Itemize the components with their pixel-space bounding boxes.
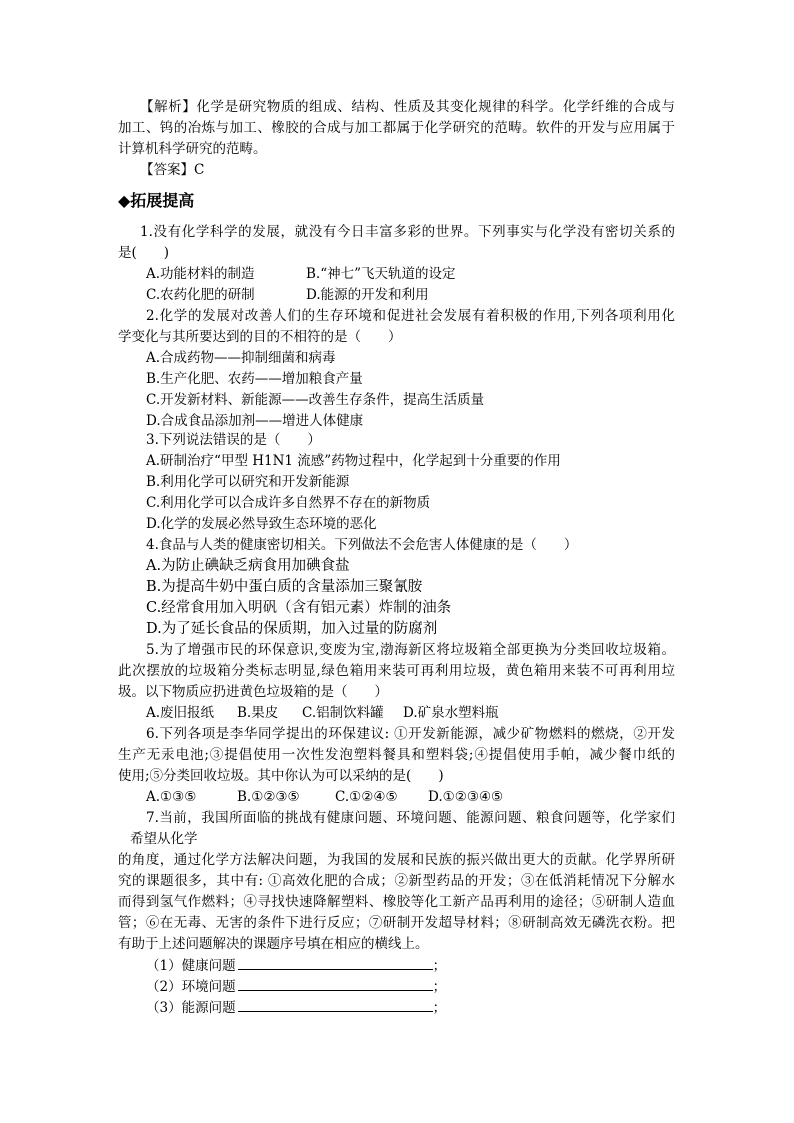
q7-item-3-semicolon: ； [432,1000,447,1016]
q2-stem-1: 2.化学的发展对改善人们的生存环境和促进社会发展有着积极的作用,下列各项利用化 [146,308,675,324]
q7-item-2 [146,976,446,998]
q7-stem-2: 希望从化学 [130,831,198,847]
q6-stem-2: 生产无汞电池;③提倡使用一次性发泡塑料餐具和塑料袋;④提倡使用手帕，减少餐巾纸的 [118,747,675,763]
q1-option-a: A.功能材料的制造 [146,266,255,282]
q7-item-1 [146,955,446,977]
q1-option-d: D.能源的开发和利用 [306,287,429,303]
q4-option-d: D.为了延长食品的保质期，加入过量的防腐剂 [146,621,438,637]
analysis-line-1: 【解析】化学是研究物质的组成、结构、性质及其变化规律的科学。化学纤维的合成与 [140,99,675,115]
q7-stem-1: 7.当前，我国所面临的挑战有健康问题、环境问题、能源问题、粮食问题等，化学家们 [146,810,675,826]
q6-option-b: B.①②③⑤ [237,789,300,805]
q7-stem-3: 的角度，通过化学方法解决问题，为我国的发展和民族的振兴做出更大的贡献。化学界所研 [118,852,675,868]
q7-stem-7: 有助于上述问题解决的课题序号填在相应的横线上。 [118,936,429,952]
section-title: ◆拓展提高 [118,191,195,210]
q2-option-d: D.合成食品添加剂——增进人体健康 [146,413,364,429]
q1-option-c: C.农药化肥的研制 [146,287,255,303]
q6-option-a: A.①③⑤ [146,789,197,805]
q7-stem-5: 而得到氢气作燃料；④寻找快速降解塑料、橡胶等化工新产品再利用的途径；⑤研制人造血 [118,894,675,910]
q6-stem-1: 6.下列各项是李华同学提出的环保建议: ①开发新能源，减少矿物燃料的燃烧，②开发 [146,726,675,742]
q2-stem-2: 学变化与其所要达到的目的不相符的是（ ） [118,329,402,345]
analysis-line-3: 计算机科学研究的范畴。 [118,141,267,157]
q7-stem-4: 究的课题很多，其中有: ①高效化肥的合成；②新型药品的开发；③在低消耗情况下分解水 [118,873,675,889]
q5-stem-3: 圾。以下物质应扔进黄色垃圾箱的是（ ） [118,684,388,700]
q7-item-1-semicolon: ； [432,958,447,974]
q3-stem: 3.下列说法错误的是（ ） [146,432,321,448]
q2-option-b: B.生产化肥、农药——增加粮食产量 [146,371,363,387]
q5-option-b: B.果皮 [237,705,279,721]
q3-option-b: B.利用化学可以研究和开发新能源 [146,474,350,490]
q7-item-2-label: （2）环境问题 [146,979,236,995]
q1-stem-1: 1.没有化学科学的发展，就没有今日丰富多彩的世界。下列事实与化学没有密切关系的 [140,224,675,240]
q5-stem-1: 5.为了增强市民的环保意识,变废为宝,渤海新区将垃圾箱全部更换为分类回收垃圾箱。 [146,642,675,658]
q2-option-a: A.合成药物——抑制细菌和病毒 [146,350,336,366]
answer-line: 【答案】C [140,162,205,178]
q7-item-3 [146,997,446,1019]
q3-option-d: D.化学的发展必然导致生态环境的恶化 [146,516,377,532]
q4-option-c: C.经常食用加入明矾（含有铝元素）炸制的油条 [146,600,452,616]
q7-item-3-blank[interactable] [238,997,433,1012]
q4-stem: 4.食品与人类的健康密切相关。下列做法不会危害人体健康的是（ ） [146,537,578,553]
q7-item-3-label: （3）能源问题 [146,1000,236,1016]
analysis-line-2: 加工、钨的冶炼与加工、橡胶的合成与加工都属于化学研究的范畴。软件的开发与应用属于 [118,120,675,136]
q7-item-1-label: （1）健康问题 [146,958,236,974]
q2-option-c: C.开发新材料、新能源——改善生存条件，提高生活质量 [146,392,485,408]
q7-item-2-blank[interactable] [238,976,433,991]
q7-item-1-blank[interactable] [238,955,433,970]
q4-option-b: B.为提高牛奶中蛋白质的含量添加三聚氰胺 [146,579,423,595]
q6-option-d: D.①②③④⑤ [428,789,504,805]
q5-option-a: A.废旧报纸 [146,705,215,721]
q5-stem-2: 此次摆放的垃圾箱分类标志明显,绿色箱用来装可再利用垃圾，黄色箱用来装不可再利用垃 [118,663,675,679]
q1-option-b: B.“神七”飞天轨道的设定 [306,266,456,282]
q5-option-c: C.铝制饮料罐 [302,705,384,721]
q5-option-d: D.矿泉水塑料瓶 [403,705,499,721]
q6-option-c: C.①②④⑤ [335,789,398,805]
q6-stem-3: 使用;⑤分类回收垃圾。其中你认为可以采纳的是( ) [118,768,444,784]
q3-option-c: C.利用化学可以合成许多自然界不存在的新物质 [146,495,431,511]
q7-stem-6: 管；⑥在无毒、无害的条件下进行反应；⑦研制开发超导材料；⑧研制高效无磷洗衣粉。把 [118,915,675,931]
q3-option-a: A.研制治疗“甲型 H1N1 流感”药物过程中，化学起到十分重要的作用 [146,453,561,469]
q7-item-2-semicolon: ； [432,979,447,995]
q1-stem-2: 是( ) [118,245,170,261]
q4-option-a: A.为防止碘缺乏病食用加碘食盐 [146,558,350,574]
